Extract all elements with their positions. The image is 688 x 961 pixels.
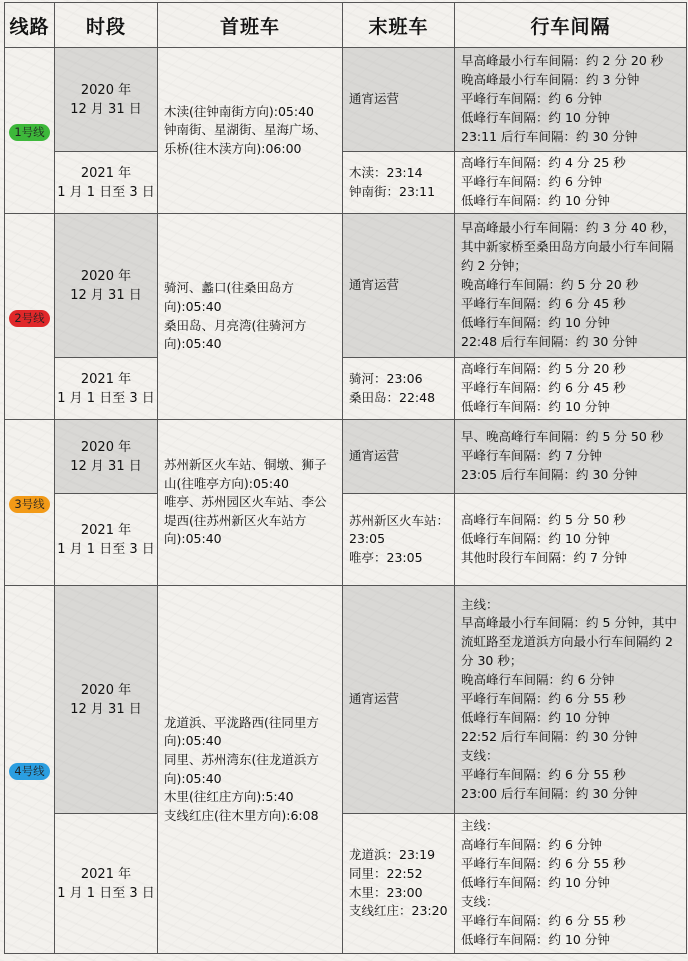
line-cell [5,214,55,420]
last-train-cell [343,152,455,214]
header-line: 线路 [5,3,55,48]
interval-item: 低峰行车间隔：约 10 分钟 [461,314,610,330]
interval-item: 23:00 后行车间隔：约 30 分钟 [461,785,638,801]
interval-item: 低峰行车间隔：约 10 分钟 [461,875,610,891]
interval-item: 平峰行车间隔：约 6 分 45 秒 [461,380,626,396]
interval-item: 低峰行车间隔：约 10 分钟 [461,109,610,125]
interval-item: 23:05 后行车间隔：约 30 分钟 [461,466,638,482]
header-period: 时段 [55,3,158,48]
interval-cell [455,494,687,586]
interval-item: 22:48 后行车间隔：约 30 分钟 [461,333,638,349]
interval-cell [455,420,687,494]
first-train-text: 骑河、蠡口(往桑田岛方向):05:40 桑田岛、月亮湾(往骑河方向):05:40 [164,280,307,352]
interval-item: 高峰行车间隔：约 4 分 25 秒 [461,155,626,171]
interval-item: 低峰行车间隔：约 10 分钟 [461,192,610,208]
interval-item: 高峰行车间隔：约 5 分 20 秒 [461,361,626,377]
interval-item: 低峰行车间隔：约 10 分钟 [461,931,610,947]
interval-item: 晚高峰行车间隔：约 5 分 20 秒 [461,277,639,293]
last-train-cell [343,814,455,954]
first-train-cell [158,586,343,954]
interval-cell [455,358,687,420]
period-cell [55,814,158,954]
interval-item: 平峰行车间隔：约 6 分钟 [461,174,602,190]
interval-item: 平峰行车间隔：约 6 分 55 秒 [461,766,626,782]
last-train-text: 通宵运营 [349,277,400,293]
interval-item: 低峰行车间隔：约 10 分钟 [461,398,610,414]
period-cell [55,358,158,420]
first-train-text: 苏州新区火车站、铜墩、狮子山(往唯亭方向):05:40 唯亭、苏州园区火车站、李公堤西(往苏州新区火车站方向):05:40 [164,457,327,547]
last-train-text: 通宵运营 [349,91,400,107]
first-train-cell [158,48,343,214]
interval-item: 23:11 后行车间隔：约 30 分钟 [461,128,638,144]
interval-item: 早高峰最小行车间隔：约 3 分 40 秒，其中新家桥至桑田岛方向最小行车间隔约 2 分钟； [461,220,676,274]
line-cell [5,420,55,586]
interval-cell [455,214,687,358]
interval-item: 晚高峰行车间隔：约 6 分钟 [461,672,615,688]
line-cell [5,586,55,954]
last-train-cell [343,420,455,494]
period-cell [55,214,158,358]
table-row [5,814,687,954]
last-train-cell [343,586,455,814]
interval-item: 主线： [461,818,499,834]
last-train-cell [343,358,455,420]
interval-item: 支线： [461,893,499,909]
period-label: 2021 年 1 月 1 日至 3 日 [57,522,155,557]
schedule-table [4,2,687,954]
last-train-text: 木渎：23:14 钟南街：23:11 [349,164,436,199]
period-label: 2020 年 12 月 31 日 [70,439,142,474]
interval-item: 高峰行车间隔：约 6 分钟 [461,837,602,853]
last-train-cell [343,48,455,152]
interval-item: 早、晚高峰行车间隔：约 5 分 50 秒 [461,429,664,445]
header-first-train: 首班车 [158,3,343,48]
interval-item: 平峰行车间隔：约 7 分钟 [461,448,602,464]
interval-item: 早高峰最小行车间隔：约 2 分 20 秒 [461,53,664,69]
interval-item: 22:52 后行车间隔：约 30 分钟 [461,728,638,744]
table-row [5,494,687,586]
table-row [5,358,687,420]
last-train-text: 苏州新区火车站：23:05 唯亭：23:05 [349,512,450,565]
table-row [5,586,687,814]
schedule-body [5,48,687,954]
period-label: 2020 年 12 月 31 日 [70,82,142,117]
table-row [5,152,687,214]
interval-item: 高峰行车间隔：约 5 分 50 秒 [461,512,626,528]
header-row [5,3,687,48]
period-cell [55,152,158,214]
interval-item: 平峰行车间隔：约 6 分 55 秒 [461,856,626,872]
interval-item: 平峰行车间隔：约 6 分钟 [461,91,602,107]
last-train-text: 通宵运营 [349,691,400,707]
last-train-cell [343,494,455,586]
period-cell [55,48,158,152]
period-label: 2020 年 12 月 31 日 [70,682,142,717]
interval-item: 其他时段行车间隔：约 7 分钟 [461,549,627,565]
table-row [5,48,687,152]
period-label: 2021 年 1 月 1 日至 3 日 [57,866,155,901]
header-interval: 行车间隔 [455,3,687,48]
interval-item: 主线： [461,596,499,612]
line-badge: 3号线 [9,496,49,513]
interval-item: 支线： [461,747,499,763]
interval-cell [455,152,687,214]
interval-cell [455,814,687,954]
interval-item: 早高峰最小行车间隔：约 5 分钟，其中流虹路至龙道浜方向最小行车间隔约 2 分 30 秒； [461,615,677,669]
interval-cell [455,48,687,152]
period-label: 2021 年 1 月 1 日至 3 日 [57,165,155,200]
first-train-cell [158,420,343,586]
table-row [5,420,687,494]
interval-item: 晚高峰最小行车间隔：约 3 分钟 [461,72,640,88]
last-train-text: 龙道浜：23:19 同里：22:52 木里：23:00 支线红庄：23:20 [349,847,448,919]
period-cell [55,586,158,814]
line-badge: 4号线 [9,763,49,780]
interval-cell [455,586,687,814]
last-train-cell [343,214,455,358]
interval-item: 平峰行车间隔：约 6 分 55 秒 [461,912,626,928]
table-row [5,214,687,358]
period-label: 2021 年 1 月 1 日至 3 日 [57,371,155,406]
period-cell [55,494,158,586]
last-train-text: 骑河：23:06 桑田岛：22:48 [349,370,436,405]
interval-item: 低峰行车间隔：约 10 分钟 [461,531,610,547]
period-label: 2020 年 12 月 31 日 [70,268,142,303]
period-cell [55,420,158,494]
line-cell [5,48,55,214]
interval-item: 低峰行车间隔：约 10 分钟 [461,709,610,725]
header-last-train: 末班车 [343,3,455,48]
line-badge: 1号线 [9,124,49,141]
first-train-text: 木渎(往钟南街方向):05:40 钟南街、星湖街、星海广场、乐桥(往木渎方向):06:00 [164,103,327,156]
last-train-text: 通宵运营 [349,448,400,464]
interval-item: 平峰行车间隔：约 6 分 55 秒 [461,691,626,707]
line-badge: 2号线 [9,310,49,327]
interval-item: 平峰行车间隔：约 6 分 45 秒 [461,295,626,311]
first-train-cell [158,214,343,420]
first-train-text: 龙道浜、平泷路西(往同里方向):05:40 同里、苏州湾东(往龙道浜方向):05:40 木里(往红庄方向):5:40 支线红庄(往木里方向):6:08 [164,714,319,823]
